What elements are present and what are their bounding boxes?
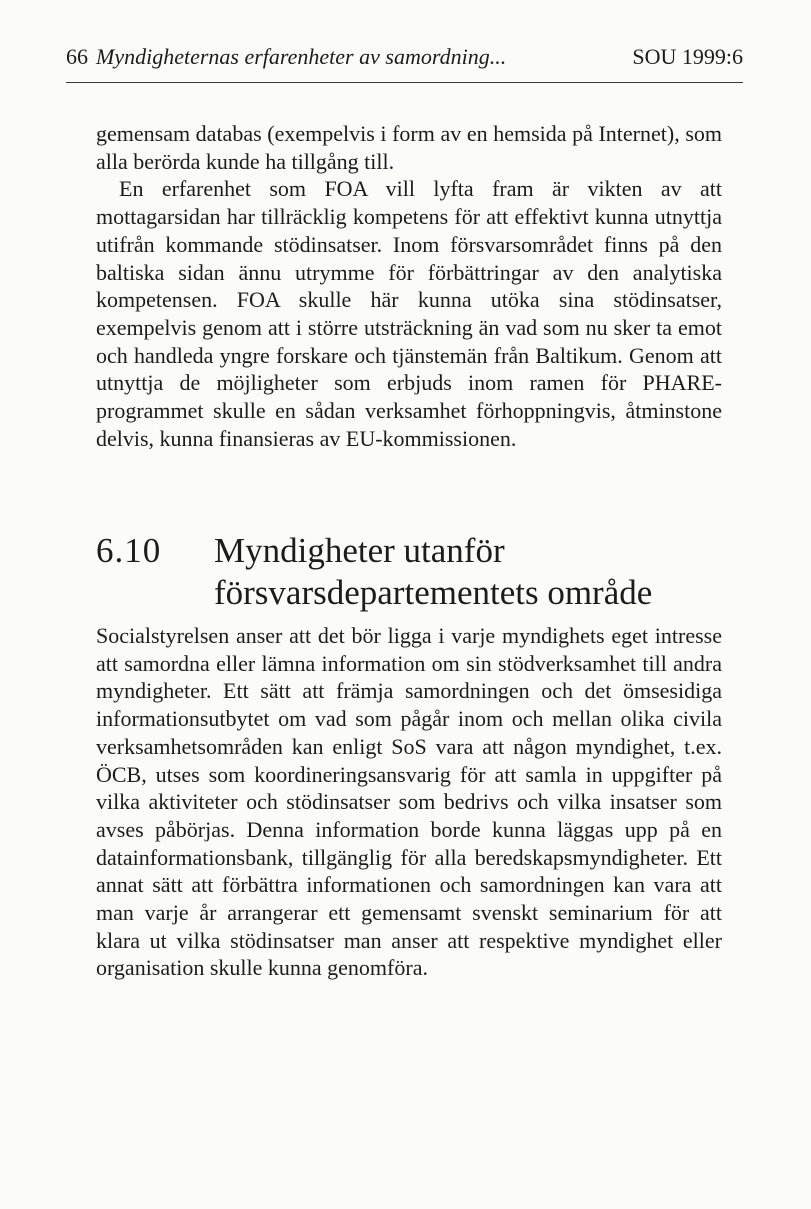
section-title-line: Myndigheter utanför xyxy=(214,531,505,570)
page-number: 66 xyxy=(66,44,88,69)
running-header-left xyxy=(66,42,506,72)
running-header xyxy=(66,42,743,72)
text-block-before-section xyxy=(96,120,722,452)
section-title xyxy=(214,530,736,614)
section-number: 6.10 xyxy=(96,531,162,570)
paragraph: En erfarenhet som FOA vill lyfta fram är vikten av att mottagarsidan har tillräcklig kompetens för att effektivt kunna utnyttja utifrån kommande stödinsatser. Inom försvarsområdet finns på den baltiska sidan ännu utrymme för förbättringar av den analytiska kompetensen. FOA skulle här kunna utöka sina stödinsatser, exempelvis genom att i större utsträckning än vad som nu sker ta emot och handleda yngre forskare och tjänstemän från Baltikum. Genom att utnyttja de möjligheter som erbjuds inom ramen för PHARE-programmet skulle en sådan verksamhet förhoppningvis, åtminstone delvis, kunna finansieras av EU-kommissionen. xyxy=(96,176,722,451)
section-heading xyxy=(96,530,736,614)
paragraph: gemensam databas (exempelvis i form av en hemsida på Internet), som alla berörda kunde ha tillgång till. xyxy=(96,121,722,174)
paragraph: Socialstyrelsen anser att det bör ligga i varje myndighets eget intresse att samordna eller lämna information om sin stödverksamhet till andra myndigheter. Ett sätt att främja samordningen och det ömsesidiga informationsutbytet om vad som pågår inom och mellan olika civila verksamhetsområden kan enligt SoS vara att någon myndighet, t.ex. ÖCB, utses som koordineringsansvarig för att samla in uppgifter på vilka aktiviteter och stödinsatser som bedrivs och vilka insatser som avses påbörjas. Denna information borde kunna läggas upp på en datainformationsbank, tillgänglig för alla beredskapsmyndigheter. Ett annat sätt att förbättra informationen och samordningen kan vara att man varje år arrangerar ett gemensamt svenskt seminarium för att klara ut vilka stödinsatser man anser att respektive myndighet eller organisation skulle kunna genomföra. xyxy=(96,623,722,981)
text-block-after-section xyxy=(96,622,722,982)
running-title: Myndigheternas erfarenheter av samordning... xyxy=(96,44,507,69)
section-title-line: försvarsdepartementets område xyxy=(214,573,653,612)
document-id: SOU 1999:6 xyxy=(632,44,743,69)
header-rule xyxy=(66,82,743,83)
